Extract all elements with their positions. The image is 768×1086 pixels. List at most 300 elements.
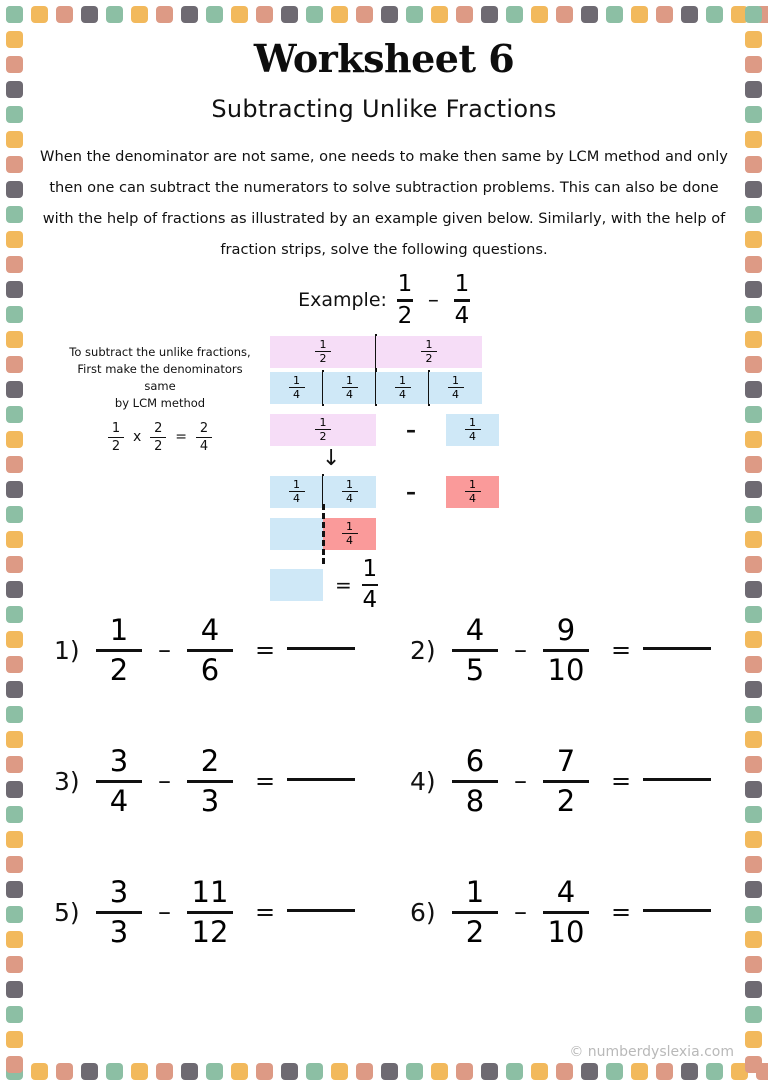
border-dot [745,781,762,798]
border-dot [656,6,673,23]
border-dot [745,656,762,673]
border-dot [745,231,762,248]
denominator: 5 [465,652,485,687]
border-dot [306,1063,323,1080]
border-dot [6,681,23,698]
denominator: 4 [362,587,378,613]
numerator: 1 [293,373,300,387]
example-fraction-left [397,273,413,328]
fraction-bar [108,437,124,439]
border-dot [745,406,762,423]
strip-row-answer [270,555,378,613]
numerator: 1 [111,420,121,436]
border-dot [745,856,762,873]
question-number: 3) [54,766,80,796]
border-dot [6,1056,23,1073]
minus-sign: – [514,897,527,927]
answer-fraction [362,555,378,613]
border-right [745,6,762,1080]
denominator: 4 [346,388,353,402]
numerator: 4 [465,612,485,647]
border-dot [745,531,762,548]
fraction-strip-cell [270,372,323,404]
fraction-bar [96,911,142,914]
border-dot [256,6,273,23]
fraction [187,743,233,818]
fraction-strip-cell [323,476,376,508]
fraction-bar [150,437,166,439]
border-dot [581,6,598,23]
fraction-bar [543,911,589,914]
border-dot [6,356,23,373]
border-dot [6,531,23,548]
question-number: 5) [54,897,80,927]
border-dot [745,56,762,73]
numerator: 1 [452,373,459,387]
border-dot [281,1063,298,1080]
fraction-strip-cell [323,518,376,550]
strip-group [270,372,482,404]
question-item [384,612,740,687]
border-dot [745,756,762,773]
fraction [342,521,358,546]
strip-row-crossout [270,518,376,550]
border-dot [581,1063,598,1080]
fraction-strip-cell [270,414,376,446]
denominator: 4 [469,430,476,444]
question-row [28,743,740,818]
minus-sign: – [158,766,171,796]
equals-sign: = [175,428,188,445]
border-dot [6,581,23,598]
denominator: 4 [293,492,300,506]
border-dot [745,6,762,23]
denominator: 6 [200,652,220,687]
minus-sign: – [514,766,527,796]
border-dot [6,381,23,398]
minus-sign: – [406,417,416,442]
fraction-strip-diagram [28,336,740,613]
fraction-strip-cell [270,476,323,508]
border-dot [231,1063,248,1080]
denominator: 2 [111,439,121,455]
example-label: Example: [298,289,387,312]
fraction-bar [196,437,212,439]
dashed-cross-out-line [322,504,325,564]
border-dot [131,1063,148,1080]
equals-sign: = [611,636,632,664]
strip-group [446,414,499,446]
numerator: 4 [200,612,220,647]
fraction [96,743,142,818]
border-dot [6,431,23,448]
fraction-strip-cell [376,336,482,368]
border-dot [56,6,73,23]
question-expression [442,874,711,949]
fraction [315,417,331,442]
border-dot [745,181,762,198]
numerator: 1 [454,271,470,297]
border-dot [481,1063,498,1080]
fraction-bar [452,911,498,914]
strip-group [270,569,323,601]
border-dot [745,306,762,323]
denominator: 4 [293,388,300,402]
question-number: 1) [54,635,80,665]
denominator: 2 [319,352,327,366]
border-dot [6,156,23,173]
border-dot [6,1031,23,1048]
footer-watermark: © numberdyslexia.com [569,1044,734,1060]
numerator: 1 [397,271,413,297]
fraction [395,375,411,400]
border-dot [131,6,148,23]
numerator: 1 [399,373,406,387]
border-dot [281,6,298,23]
example-heading [28,273,740,328]
denominator: 2 [154,439,163,455]
border-dot [745,906,762,923]
fraction [421,339,437,364]
numerator: 1 [425,337,433,351]
fraction-bar [452,649,498,652]
fraction-bar [543,649,589,652]
numerator: 1 [109,612,129,647]
denominator: 4 [399,388,406,402]
border-dot [481,6,498,23]
border-dot [745,581,762,598]
strip-row-subtraction [270,414,499,446]
denominator: 4 [452,388,459,402]
border-dot [531,6,548,23]
denominator: 4 [346,492,353,506]
border-dot [556,1063,573,1080]
border-dot [306,6,323,23]
border-dot [6,781,23,798]
border-dot [356,6,373,23]
border-dot [456,6,473,23]
border-dot [6,31,23,48]
border-dot [745,731,762,748]
fraction [96,612,142,687]
border-dot [745,256,762,273]
fraction [543,612,589,687]
border-dot [631,1063,648,1080]
answer-blank[interactable] [287,778,355,781]
border-dot [6,181,23,198]
fraction-bar [187,780,233,783]
numerator: 7 [556,743,576,778]
denominator: 12 [191,914,229,949]
border-dot [506,6,523,23]
denominator: 2 [109,652,129,687]
border-dot [6,631,23,648]
border-dot [745,481,762,498]
border-dot [81,1063,98,1080]
border-dot [106,6,123,23]
border-dot [506,1063,523,1080]
sidenote-fraction-result [196,422,212,454]
numerator: 1 [293,477,300,491]
example-fraction-right [454,273,470,328]
sidenote-fraction-b [150,422,166,454]
border-dot [6,256,23,273]
denominator: 3 [109,914,129,949]
border-dot [206,6,223,23]
border-dot [745,206,762,223]
question-expression [442,743,711,818]
denominator: 2 [465,914,485,949]
border-dot [6,881,23,898]
fraction-strip-cell [270,569,323,601]
border-dot [6,506,23,523]
numerator: 11 [191,874,229,909]
border-dot [745,956,762,973]
worksheet-content [28,32,740,1054]
border-dot [206,1063,223,1080]
border-dot [6,656,23,673]
border-dot [6,756,23,773]
fraction [465,479,481,504]
border-dot [6,1006,23,1023]
fraction [543,874,589,949]
border-dot [745,606,762,623]
question-item [28,874,384,949]
border-dot [745,106,762,123]
question-expression [86,743,355,818]
sidenote-line-2: First make the denominators same [77,361,243,393]
question-item [28,743,384,818]
border-dot [181,1063,198,1080]
border-dot [6,931,23,948]
border-dot [606,6,623,23]
fraction-bar [362,584,378,587]
border-dot [6,456,23,473]
numerator: 2 [200,743,220,778]
denominator: 4 [454,302,470,329]
denominator: 8 [465,783,485,818]
border-dot [431,6,448,23]
fraction [543,743,589,818]
border-dot [745,131,762,148]
border-dot [6,481,23,498]
fraction [452,874,498,949]
question-item [28,612,384,687]
denominator: 10 [547,914,585,949]
border-dot [381,1063,398,1080]
border-dot [531,1063,548,1080]
numerator: 1 [319,415,327,429]
fraction-strip-cell [429,372,482,404]
numerator: 9 [556,612,576,647]
question-number: 2) [410,635,436,665]
border-dot [356,1063,373,1080]
border-bottom [6,1063,762,1080]
border-dot [706,6,723,23]
numerator: 1 [469,477,476,491]
border-dot [6,281,23,298]
strip-row-converted [270,476,499,508]
questions-list [28,612,740,949]
denominator: 4 [199,439,209,455]
border-dot [181,6,198,23]
fraction [342,479,358,504]
fraction-bar [452,780,498,783]
answer-blank[interactable] [643,909,711,912]
border-dot [6,731,23,748]
numerator: 1 [346,477,353,491]
border-dot [6,331,23,348]
border-dot [745,356,762,373]
question-expression [86,874,355,949]
minus-sign: – [406,479,416,504]
equals-sign: = [611,767,632,795]
equals-sign: = [611,898,632,926]
border-dot [331,1063,348,1080]
border-dot [745,31,762,48]
question-row [28,874,740,949]
border-dot [6,56,23,73]
strip-row-halves [270,336,482,368]
border-dot [6,606,23,623]
border-dot [381,6,398,23]
fraction [96,874,142,949]
border-dot [556,6,573,23]
border-dot [6,856,23,873]
numerator: 2 [199,420,209,436]
border-dot [745,1056,762,1073]
fraction [452,612,498,687]
border-dot [681,6,698,23]
question-number: 6) [410,897,436,927]
question-item [384,743,740,818]
fraction [342,375,358,400]
fraction [187,612,233,687]
border-dot [31,6,48,23]
border-dot [156,1063,173,1080]
border-dot [6,556,23,573]
fraction [452,743,498,818]
border-dot [745,631,762,648]
denominator: 4 [109,783,129,818]
border-dot [6,831,23,848]
fraction-bar [397,299,413,302]
border-dot [745,881,762,898]
answer-blank[interactable] [287,647,355,650]
fraction [315,339,331,364]
equals-sign: = [255,898,276,926]
fraction-strip-cell [270,336,376,368]
minus-sign: – [514,635,527,665]
fraction-strip-cell [446,476,499,508]
numerator: 1 [346,373,353,387]
border-dot [6,131,23,148]
fraction-bar [96,780,142,783]
border-dot [745,1031,762,1048]
sidenote [60,344,260,454]
border-dot [706,1063,723,1080]
question-item [384,874,740,949]
question-number: 4) [410,766,436,796]
strip-group [270,414,376,446]
border-dot [745,431,762,448]
border-top [6,6,762,23]
border-dot [6,406,23,423]
equals-sign: = [335,572,352,597]
minus-sign: – [158,635,171,665]
border-dot [745,331,762,348]
fraction-strip-cell [376,372,429,404]
fraction-bar [454,299,470,302]
border-dot [256,1063,273,1080]
border-dot [6,306,23,323]
fraction [289,375,305,400]
border-dot [431,1063,448,1080]
numerator: 1 [346,519,353,533]
down-arrow-icon: ↓ [322,445,341,471]
border-left [6,6,23,1080]
border-dot [745,506,762,523]
answer-blank[interactable] [643,778,711,781]
strip-group [270,336,482,368]
sidenote-line-3: by LCM method [114,395,206,410]
border-dot [631,6,648,23]
border-dot [6,231,23,248]
equals-sign: = [255,636,276,664]
border-dot [745,381,762,398]
border-dot [606,1063,623,1080]
border-dot [656,1063,673,1080]
border-dot [406,1063,423,1080]
question-row [28,612,740,687]
border-dot [745,456,762,473]
page-title: Worksheet 6 [253,36,515,81]
numerator: 2 [154,420,163,436]
equals-sign: = [255,767,276,795]
minus-sign: – [158,897,171,927]
fraction [289,479,305,504]
strip-row-quarters [270,372,482,404]
border-dot [456,1063,473,1080]
border-dot [6,706,23,723]
fraction-strip-cell [323,372,376,404]
border-dot [231,6,248,23]
border-dot [6,81,23,98]
denominator: 4 [469,492,476,506]
sidenote-fraction-a [108,422,124,454]
answer-blank[interactable] [287,909,355,912]
border-dot [745,981,762,998]
border-dot [745,806,762,823]
border-dot [745,281,762,298]
answer-blank[interactable] [643,647,711,650]
denominator: 2 [425,352,433,366]
numerator: 1 [465,874,485,909]
fraction [448,375,464,400]
numerator: 1 [362,555,378,582]
denominator: 2 [319,430,327,444]
border-dot [745,556,762,573]
example-operator: – [427,287,439,313]
strip-group [270,518,376,550]
fraction-bar [187,911,233,914]
border-dot [745,931,762,948]
question-expression [442,612,711,687]
fraction-bar [543,780,589,783]
border-dot [745,81,762,98]
border-dot [6,106,23,123]
fraction-bar [187,649,233,652]
